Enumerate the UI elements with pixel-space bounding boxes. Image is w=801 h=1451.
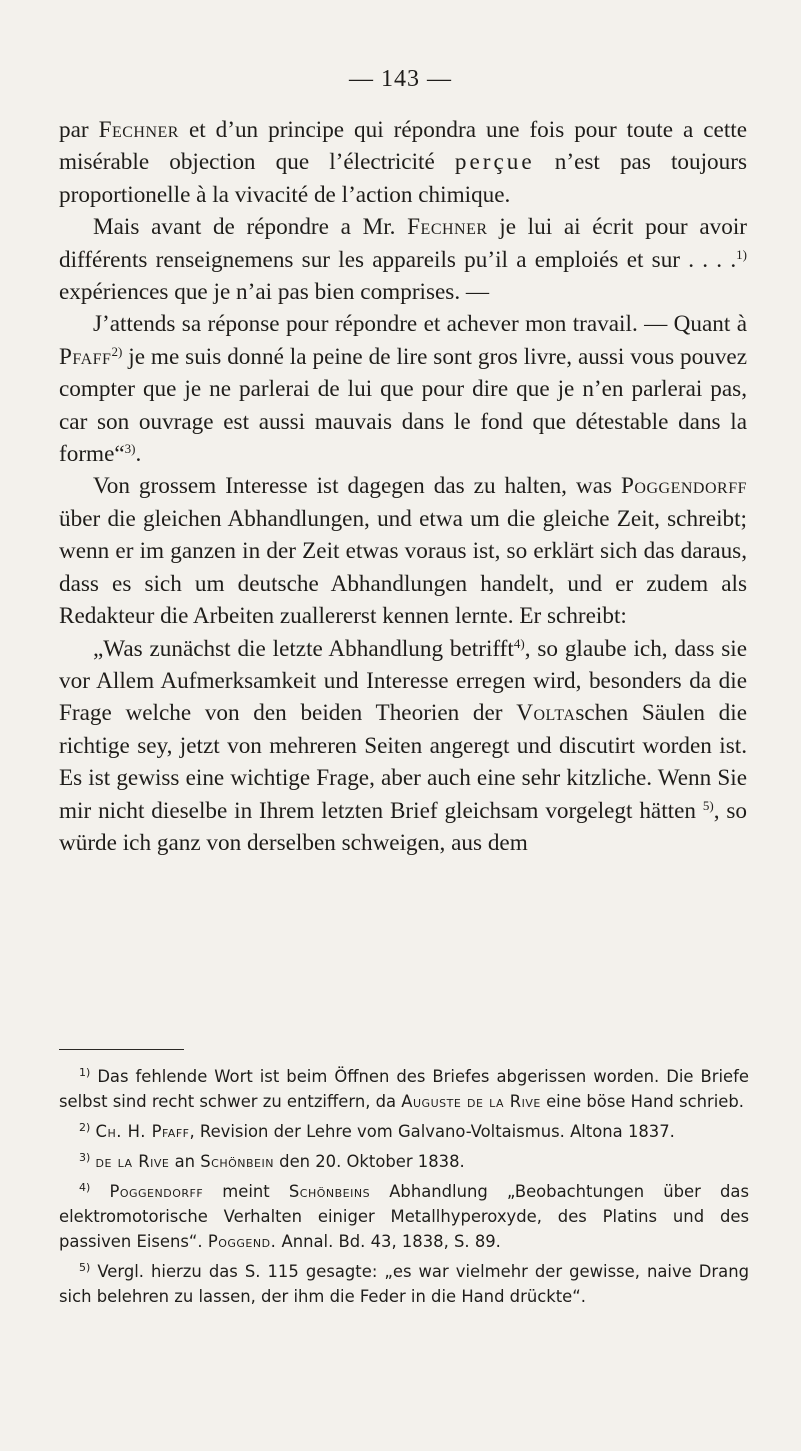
author-name: Schönbein bbox=[200, 1152, 274, 1171]
footnote-divider bbox=[59, 1049, 184, 1050]
text-run: Das fehlende Wort ist beim Öffnen des Briefes abgerissen worden. Die Briefe selbst sind recht schwer zu entziffern, da bbox=[59, 1067, 749, 1111]
author-name: Ch. H. Pfaff bbox=[95, 1122, 190, 1141]
text-run: meint bbox=[203, 1182, 289, 1201]
footnote bbox=[59, 1149, 749, 1174]
text-run: , Revision der Lehre vom Galvano-Voltaismus. Altona 1837. bbox=[189, 1122, 675, 1141]
footnote-ref: 2) bbox=[111, 343, 123, 359]
paragraph bbox=[59, 633, 747, 860]
emphasized-word: perçue bbox=[454, 149, 535, 176]
text-run: expériences que je n’ai pas bien comprises. — bbox=[59, 279, 490, 306]
author-name: Fechner bbox=[98, 117, 179, 143]
text-run: eine böse Hand schrieb. bbox=[540, 1092, 744, 1111]
footnote-mark: 3) bbox=[79, 1151, 91, 1164]
author-name: Poggendorff bbox=[109, 1182, 204, 1201]
footnote bbox=[59, 1179, 749, 1254]
text-run: an bbox=[169, 1152, 201, 1171]
text-run: über die gleichen Abhandlungen, und etwa um die gleiche Zeit, schreibt; wenn er im ganzen in der Zeit etwas voraus ist, so erklärt sich das daraus, dass es sich um deutsche Abhandlungen handelt, und er zudem als Redakteur die Arbeiten zuallererst kennen lernte. Er schreibt: bbox=[59, 505, 747, 630]
footnote bbox=[59, 1119, 749, 1144]
text-run: n’est pas toujours proportionelle à la vivacité de l’action chimique. bbox=[59, 149, 747, 208]
author-name: Auguste de la Rive bbox=[401, 1092, 541, 1111]
author-name: Pfaff bbox=[59, 343, 112, 370]
main-text bbox=[59, 114, 747, 859]
footnote-ref: 3) bbox=[124, 441, 136, 457]
paragraph bbox=[59, 308, 747, 470]
text-run: . bbox=[135, 441, 142, 468]
paragraph bbox=[59, 470, 747, 632]
footnote-mark: 1) bbox=[79, 1066, 91, 1079]
text-run: et d’un principe qui répondra une fois pour toute a cette misérable objection que l’électricité bbox=[59, 117, 748, 176]
footnotes bbox=[59, 1064, 749, 1314]
author-name: Volta bbox=[516, 700, 576, 727]
footnote-mark: 2) bbox=[79, 1121, 91, 1134]
text-run: Abhandlung „Beobachtungen über das elektromotorische Verhalten einiger Metallhyperoxyde, des Platins und des passiven Eisens“. bbox=[59, 1182, 749, 1251]
text-run: schen Säulen die richtige sey, jetzt von mehreren Seiten angeregt und discutirt worden ist. Es ist gewiss eine wichtige Frage, aber auch eine sehr kitzliche. Wenn Sie mir nicht dieselbe in Ihrem letzten Brief gleichsam vorgelegt hätten bbox=[59, 700, 748, 824]
text-run: den 20. Oktober 1838. bbox=[273, 1152, 465, 1171]
text-run: J’attends sa réponse pour répondre et achever mon travail. — Quant à bbox=[93, 311, 747, 338]
footnote bbox=[59, 1259, 749, 1309]
text-run: , so würde ich ganz von derselben schweigen, aus dem bbox=[59, 797, 748, 856]
text-run: Von grossem Interesse ist dagegen das zu halten, was bbox=[93, 473, 622, 500]
text-run: Vergl. hierzu das S. 115 gesagte: „es war vielmehr der gewisse, naive Drang sich belehren zu lassen, der ihm die Feder in die Hand drückte“. bbox=[59, 1262, 749, 1306]
footnote-ref: 5) bbox=[702, 797, 714, 813]
paragraph bbox=[59, 211, 747, 308]
text-run: , so glaube ich, dass sie vor Allem Aufmerksamkeit und Interesse erregen wird, besonders da die Frage welche von den beiden Theorien der bbox=[59, 635, 747, 727]
footnote bbox=[59, 1064, 749, 1114]
text-run: Mais avant de répondre a Mr. bbox=[93, 214, 408, 241]
author-name: Schönbeins bbox=[288, 1182, 371, 1201]
footnote-ref: 1) bbox=[736, 246, 747, 262]
journal-name: Poggend. bbox=[207, 1232, 277, 1251]
author-name: Poggendorff bbox=[621, 473, 747, 500]
author-name: Fechner bbox=[407, 214, 488, 241]
text-run: je lui ai écrit pour avoir différents renseignemens sur les appareils pu’il a emploiés et sur . . . . bbox=[59, 214, 747, 273]
footnote-mark: 4) bbox=[79, 1181, 91, 1194]
author-name: de la Rive bbox=[95, 1152, 170, 1171]
footnote-mark: 5) bbox=[79, 1261, 91, 1274]
page-number: — 143 — bbox=[349, 66, 452, 92]
text-run: je me suis donné la peine de lire sont gros livre, aussi vous pouvez compter que je ne parlerai de lui que pour dire que je n’en parlerai pas, car son ouvrage est aussi mauvais dans le fond que détestable dans la forme“ bbox=[59, 343, 747, 468]
text-run: „Was zunächst die letzte Abhandlung betrifft bbox=[93, 635, 514, 662]
footnote-ref: 4) bbox=[513, 635, 525, 651]
text-run: par bbox=[59, 117, 99, 143]
paragraph bbox=[59, 114, 747, 211]
text-run: Annal. Bd. 43, 1838, S. 89. bbox=[276, 1232, 501, 1251]
